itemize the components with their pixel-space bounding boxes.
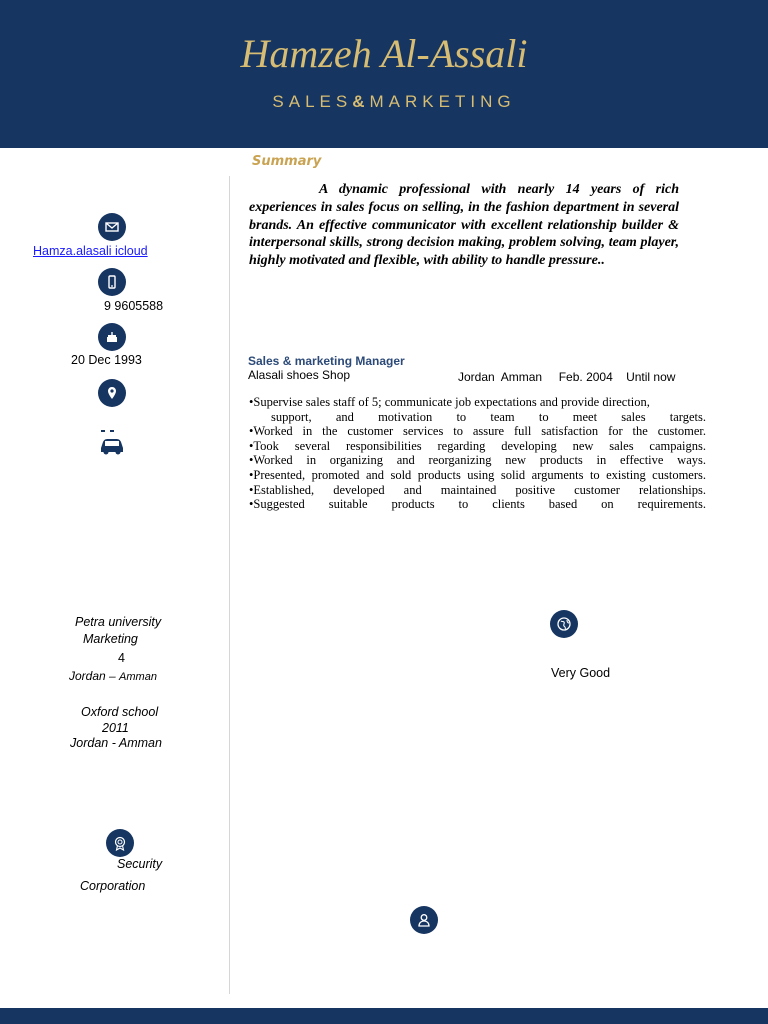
role-left: SALES [272,92,353,111]
duty-item: support, and motivation to team to meet sales targets. [271,409,706,424]
phone-icon [98,268,126,296]
car-icon [98,430,126,456]
summary-heading: Summary [252,154,322,169]
school-location: Jordan - Amman [70,736,162,750]
email-link[interactable]: Hamza.alasali icloud [33,244,148,258]
job-title: Sales & marketing Manager [248,354,405,368]
school-year: 2011 [102,721,129,735]
university-location [69,669,157,683]
duty-item: •Established, developed and maintained positive customer relationships. [249,482,706,497]
candidate-name: Hamzeh Al-Assali [240,31,528,76]
university-city: Amman [119,671,157,683]
header-banner [0,0,768,148]
award-icon [106,829,134,857]
summary-text: A dynamic professional with nearly 14 years of rich experiences in sales focus on selling, in the fashion department in several brands. An effective communicator with excellent relationship builder & interpersonal skills, strong decision making, problem solving, team player, highly motivated and flexible, with ability to handle pressure.. [249,182,679,269]
duty-item: •Worked in the customer services to assure full satisfaction for the customer. [249,424,706,439]
university-country: Jordan – [69,669,116,683]
location-pin-icon [98,379,126,407]
university-name: Petra university [75,615,162,629]
birthdate: 20 Dec 1993 [71,353,142,367]
job-location: Jordan Amman [458,370,543,384]
duty-item: •Took several responsibilities regarding developing new sales campaigns. [249,438,706,453]
university-grade: 4 [118,651,125,665]
person-icon [410,906,438,934]
role-ampersand: & [352,92,370,111]
job-duties-list [249,395,706,512]
duty-item: •Supervise sales staff of 5; communicate job expectations and provide direction, [249,395,650,409]
school-name: Oxford school [81,705,159,719]
university-major: Marketing [83,632,138,646]
footer-banner [0,1008,768,1024]
award-line-1: Security [117,857,163,871]
cake-icon [98,323,126,351]
job-company: Alasali shoes Shop [248,368,351,382]
candidate-role [0,92,768,112]
language-level: Very Good [551,666,611,680]
summary-block [249,181,679,270]
phone-number: 9 9605588 [104,299,164,313]
job-meta [458,370,675,384]
globe-icon [550,610,578,638]
role-right: MARKETING [369,92,516,111]
duty-item: •Worked in organizing and reorganizing new products in effective ways. [249,453,706,468]
award-line-2: Corporation [80,879,146,893]
duty-item: •Presented, promoted and sold products using solid arguments to existing customers. [249,467,706,482]
column-divider [229,176,230,994]
envelope-icon [98,213,126,241]
duty-item: •Suggested suitable products to clients based on requirements. [249,497,706,512]
job-dates: Feb. 2004 Until now [558,370,676,384]
